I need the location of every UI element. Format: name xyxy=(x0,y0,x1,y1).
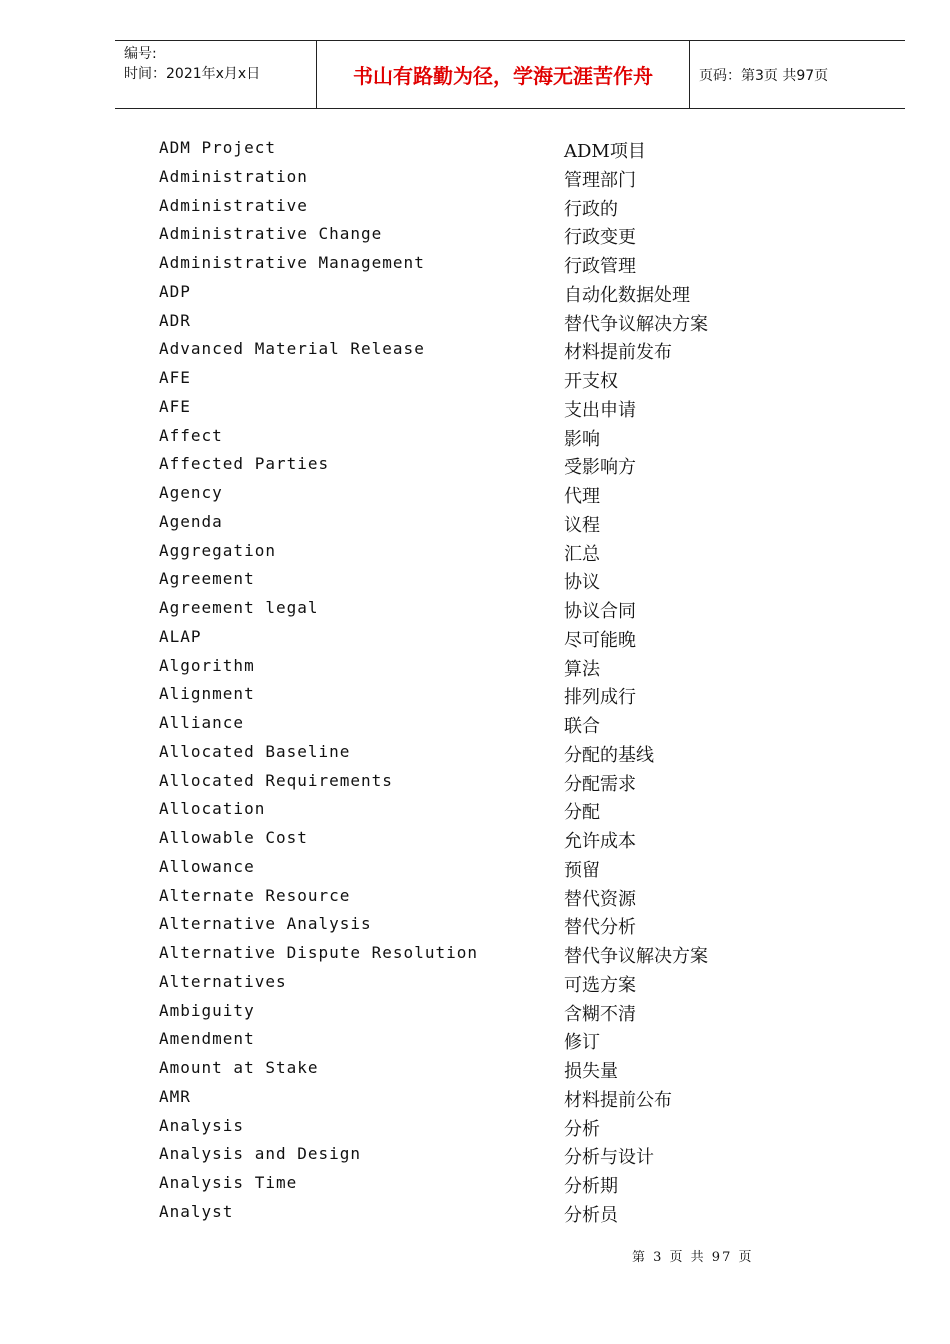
glossary-term: Alignment xyxy=(159,684,255,704)
glossary-translation: 分配的基线 xyxy=(564,744,654,766)
glossary-row xyxy=(159,1198,879,1227)
glossary-row xyxy=(159,220,879,249)
glossary-row xyxy=(159,709,879,738)
glossary-row xyxy=(159,997,879,1026)
glossary-translation: 含糊不清 xyxy=(564,1003,636,1025)
glossary-term: Allowable Cost xyxy=(159,828,308,847)
glossary-term: AMR xyxy=(159,1086,191,1106)
glossary-translation: 代理 xyxy=(564,486,600,507)
glossary-term: Analysis xyxy=(159,1115,245,1135)
glossary-translation: 可选方案 xyxy=(564,974,636,996)
glossary-term: Agenda xyxy=(159,511,223,531)
glossary-term: AFE xyxy=(159,396,191,416)
glossary-translation: 行政管理 xyxy=(564,256,636,277)
document-time-label: 时间：2021年x月x日 xyxy=(124,66,261,82)
page-header xyxy=(115,40,905,109)
glossary-translation: 修订 xyxy=(564,1032,600,1054)
glossary-translation: 分析期 xyxy=(564,1176,618,1197)
glossary-term: Allocation xyxy=(159,799,266,819)
glossary-row xyxy=(159,795,879,824)
glossary-translation: 自动化数据处理 xyxy=(564,284,690,306)
glossary-translation: 损失量 xyxy=(564,1061,618,1082)
glossary-term: Allowance xyxy=(159,856,255,876)
glossary-translation: 替代资源 xyxy=(564,888,636,910)
glossary-translation: 影响 xyxy=(564,428,600,450)
glossary-term: Administration xyxy=(159,166,308,186)
glossary-row xyxy=(159,1083,879,1112)
glossary-row xyxy=(159,307,879,336)
glossary-term: Administrative Management xyxy=(159,253,425,272)
glossary-term: Agreement legal xyxy=(159,598,319,617)
glossary-row xyxy=(159,1054,879,1083)
glossary-row xyxy=(159,968,879,997)
glossary-term: Affect xyxy=(159,425,223,445)
glossary-translation: 行政的 xyxy=(564,198,618,220)
glossary-row xyxy=(159,278,879,307)
glossary-translation: 预留 xyxy=(564,859,600,881)
glossary-translation: 分析员 xyxy=(564,1204,618,1226)
glossary-term: Administrative xyxy=(159,195,308,215)
glossary-translation: 分配 xyxy=(564,802,600,824)
glossary-translation: 受影响方 xyxy=(564,457,636,479)
glossary-translation: 管理部门 xyxy=(564,169,636,191)
glossary-row xyxy=(159,824,879,853)
glossary-row xyxy=(159,537,879,566)
glossary-term: Allocated Requirements xyxy=(159,770,393,790)
page-footer: 第 3 页 共 97 页 xyxy=(632,1250,754,1265)
glossary-term: Amount at Stake xyxy=(159,1058,319,1077)
glossary-term: Agreement xyxy=(159,569,255,589)
glossary-term: Analysis Time xyxy=(159,1173,298,1192)
glossary-row xyxy=(159,767,879,796)
glossary-translation: 排列成行 xyxy=(564,687,636,709)
glossary-term: AFE xyxy=(159,368,191,387)
glossary-row xyxy=(159,192,879,221)
glossary-term: Agency xyxy=(159,483,223,502)
glossary-translation: 汇总 xyxy=(564,543,600,565)
glossary-list xyxy=(159,134,879,1227)
glossary-term: Alternatives xyxy=(159,971,287,991)
glossary-term: Alternate Resource xyxy=(159,885,351,905)
glossary-translation: 替代分析 xyxy=(564,917,636,939)
glossary-term: Ambiguity xyxy=(159,1000,255,1020)
glossary-term: Alternative Analysis xyxy=(159,914,372,934)
glossary-translation: 行政变更 xyxy=(564,227,636,249)
glossary-row xyxy=(159,853,879,882)
glossary-row xyxy=(159,393,879,422)
glossary-row xyxy=(159,1140,879,1169)
glossary-translation: 协议 xyxy=(564,572,600,594)
glossary-term: Administrative Change xyxy=(159,224,383,244)
glossary-translation: 分配需求 xyxy=(564,773,636,795)
glossary-translation: 联合 xyxy=(564,716,600,737)
glossary-row xyxy=(159,1169,879,1198)
glossary-row xyxy=(159,508,879,537)
glossary-translation: 协议合同 xyxy=(564,601,636,622)
glossary-translation: 替代争议解决方案 xyxy=(564,313,708,335)
glossary-translation: 算法 xyxy=(564,658,600,680)
glossary-translation: 材料提前公布 xyxy=(564,1089,672,1111)
glossary-term: ALAP xyxy=(159,626,202,646)
glossary-row xyxy=(159,680,879,709)
glossary-term: Allocated Baseline xyxy=(159,741,351,761)
glossary-row xyxy=(159,565,879,594)
glossary-translation: 分析 xyxy=(564,1118,600,1140)
glossary-term: Alliance xyxy=(159,713,245,732)
glossary-term: ADR xyxy=(159,310,191,330)
glossary-translation: 材料提前发布 xyxy=(564,342,672,364)
glossary-translation: 尽可能晚 xyxy=(564,629,636,651)
glossary-row xyxy=(159,1112,879,1141)
glossary-term: Analysis and Design xyxy=(159,1144,362,1164)
glossary-row xyxy=(159,738,879,767)
glossary-translation: 分析与设计 xyxy=(564,1147,654,1169)
header-meta xyxy=(115,41,316,108)
glossary-row xyxy=(159,882,879,911)
glossary-row xyxy=(159,364,879,393)
glossary-row xyxy=(159,479,879,508)
glossary-row xyxy=(159,652,879,681)
glossary-row xyxy=(159,249,879,278)
glossary-term: Advanced Material Release xyxy=(159,339,425,359)
glossary-term: ADP xyxy=(159,281,191,301)
glossary-translation: 议程 xyxy=(564,514,600,536)
glossary-row xyxy=(159,623,879,652)
glossary-term: Amendment xyxy=(159,1029,255,1049)
glossary-row xyxy=(159,134,879,163)
glossary-term: Aggregation xyxy=(159,540,276,560)
glossary-translation: ADM项目 xyxy=(564,141,646,162)
header-page-info: 页码：第3页 共97页 xyxy=(699,67,829,84)
glossary-term: Algorithm xyxy=(159,655,255,675)
document-number-label: 编号: xyxy=(124,46,157,62)
glossary-row xyxy=(159,163,879,192)
glossary-term: Affected Parties xyxy=(159,454,330,474)
glossary-row xyxy=(159,939,879,968)
glossary-row xyxy=(159,335,879,364)
glossary-row xyxy=(159,1025,879,1054)
glossary-term: Analyst xyxy=(159,1201,234,1221)
header-motto: 书山有路勤为径，学海无涯苦作舟 xyxy=(316,41,690,108)
glossary-translation: 允许成本 xyxy=(564,831,636,852)
glossary-translation: 支出申请 xyxy=(564,399,636,421)
glossary-translation: 替代争议解决方案 xyxy=(564,946,708,967)
glossary-term: ADM Project xyxy=(159,138,276,157)
glossary-term: Alternative Dispute Resolution xyxy=(159,943,478,962)
glossary-row xyxy=(159,422,879,451)
glossary-row xyxy=(159,910,879,939)
glossary-row xyxy=(159,594,879,623)
glossary-translation: 开支权 xyxy=(564,371,618,392)
glossary-row xyxy=(159,450,879,479)
